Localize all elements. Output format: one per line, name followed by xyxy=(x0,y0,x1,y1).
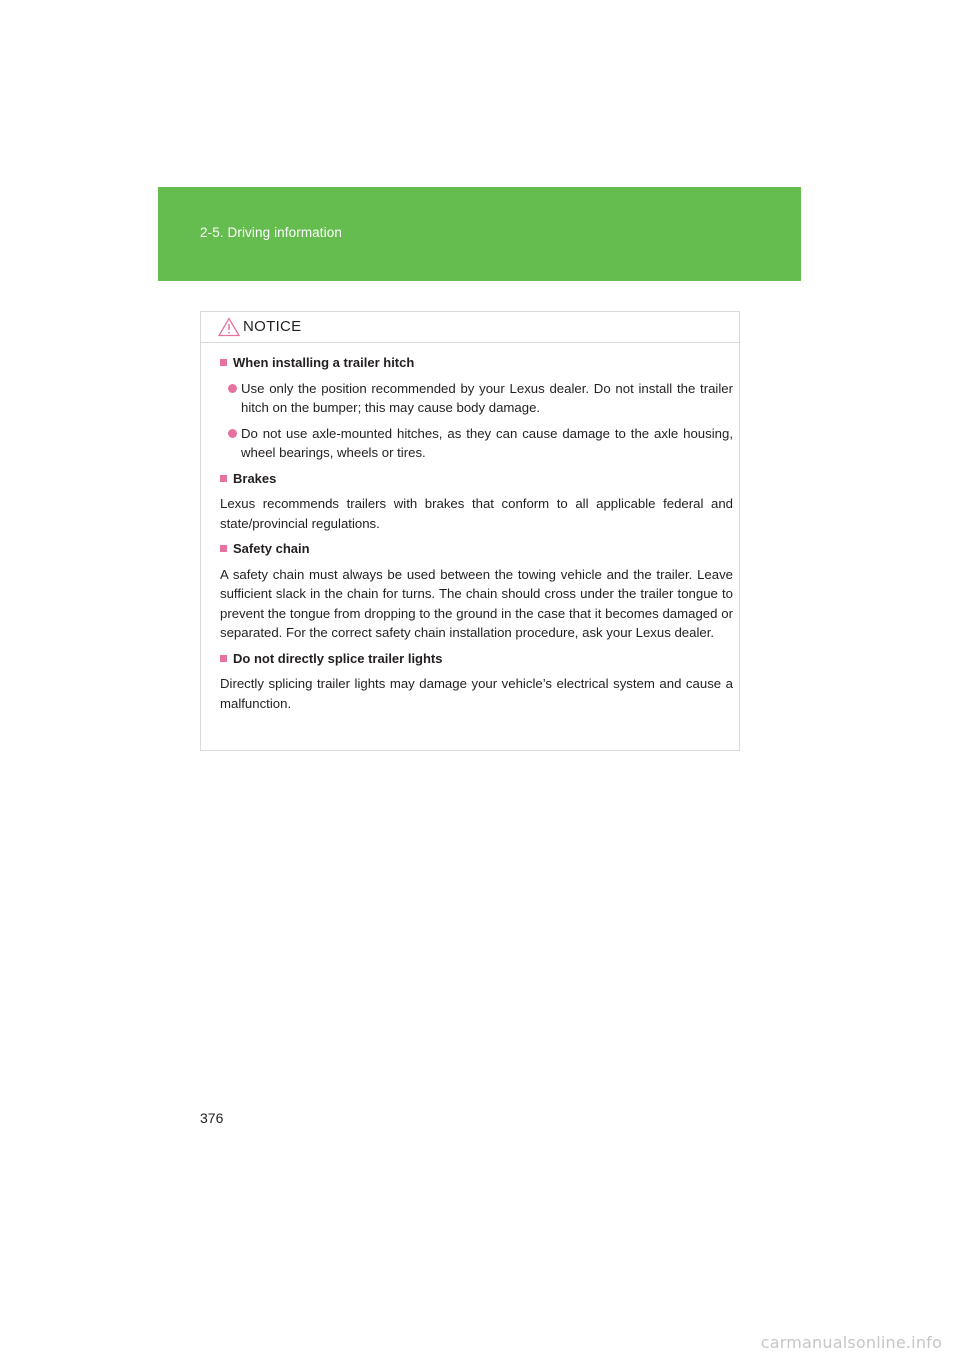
section-trailer-hitch xyxy=(220,353,733,463)
notice-body xyxy=(201,343,739,713)
watermark: carmanualsonline.info xyxy=(760,1333,942,1352)
section-trailer-lights xyxy=(220,649,733,714)
section-text: Directly splicing trailer lights may damage your vehicle’s electrical system and cause a malfunction. xyxy=(220,676,733,711)
section-safety-chain xyxy=(220,539,733,643)
bullet-text: Do not use axle-mounted hitches, as they can cause damage to the axle housing, wheel bearings, wheels or tires. xyxy=(241,425,733,460)
list-item xyxy=(220,424,733,463)
notice-header xyxy=(201,312,739,343)
section-text: Lexus recommends trailers with brakes that conform to all applicable federal and state/provincial regulations. xyxy=(220,496,733,531)
warning-triangle-icon xyxy=(218,317,240,337)
notice-label: NOTICE xyxy=(243,318,302,335)
section-title: 2-5. Driving information xyxy=(200,225,342,240)
section-heading: Safety chain xyxy=(233,541,310,556)
square-bullet-icon xyxy=(220,475,227,482)
square-bullet-icon xyxy=(220,545,227,552)
square-bullet-icon xyxy=(220,655,227,662)
section-heading: Brakes xyxy=(233,470,277,486)
square-bullet-icon xyxy=(220,359,227,366)
page-number: 376 xyxy=(200,1110,224,1126)
section-brakes xyxy=(220,469,733,534)
round-bullet-icon xyxy=(228,384,237,393)
round-bullet-icon xyxy=(228,429,237,438)
section-text: A safety chain must always be used between the towing vehicle and the trailer. Leave sufficient slack in the chain for turns. The chain should cross under the trailer tongue to prevent the tongue from dropping to the ground in the case that it becomes damaged or separated. For the correct safety chain installation procedure, ask your Lexus dealer. xyxy=(220,566,733,640)
list-item xyxy=(220,379,733,418)
section-header xyxy=(158,187,801,281)
section-heading: Do not directly splice trailer lights xyxy=(233,650,443,666)
section-heading: When installing a trailer hitch xyxy=(233,355,415,370)
notice-box xyxy=(200,311,740,751)
bullet-text: Use only the position recommended by your Lexus dealer. Do not install the trailer hitch on the bumper; this may cause body damage. xyxy=(241,380,733,415)
